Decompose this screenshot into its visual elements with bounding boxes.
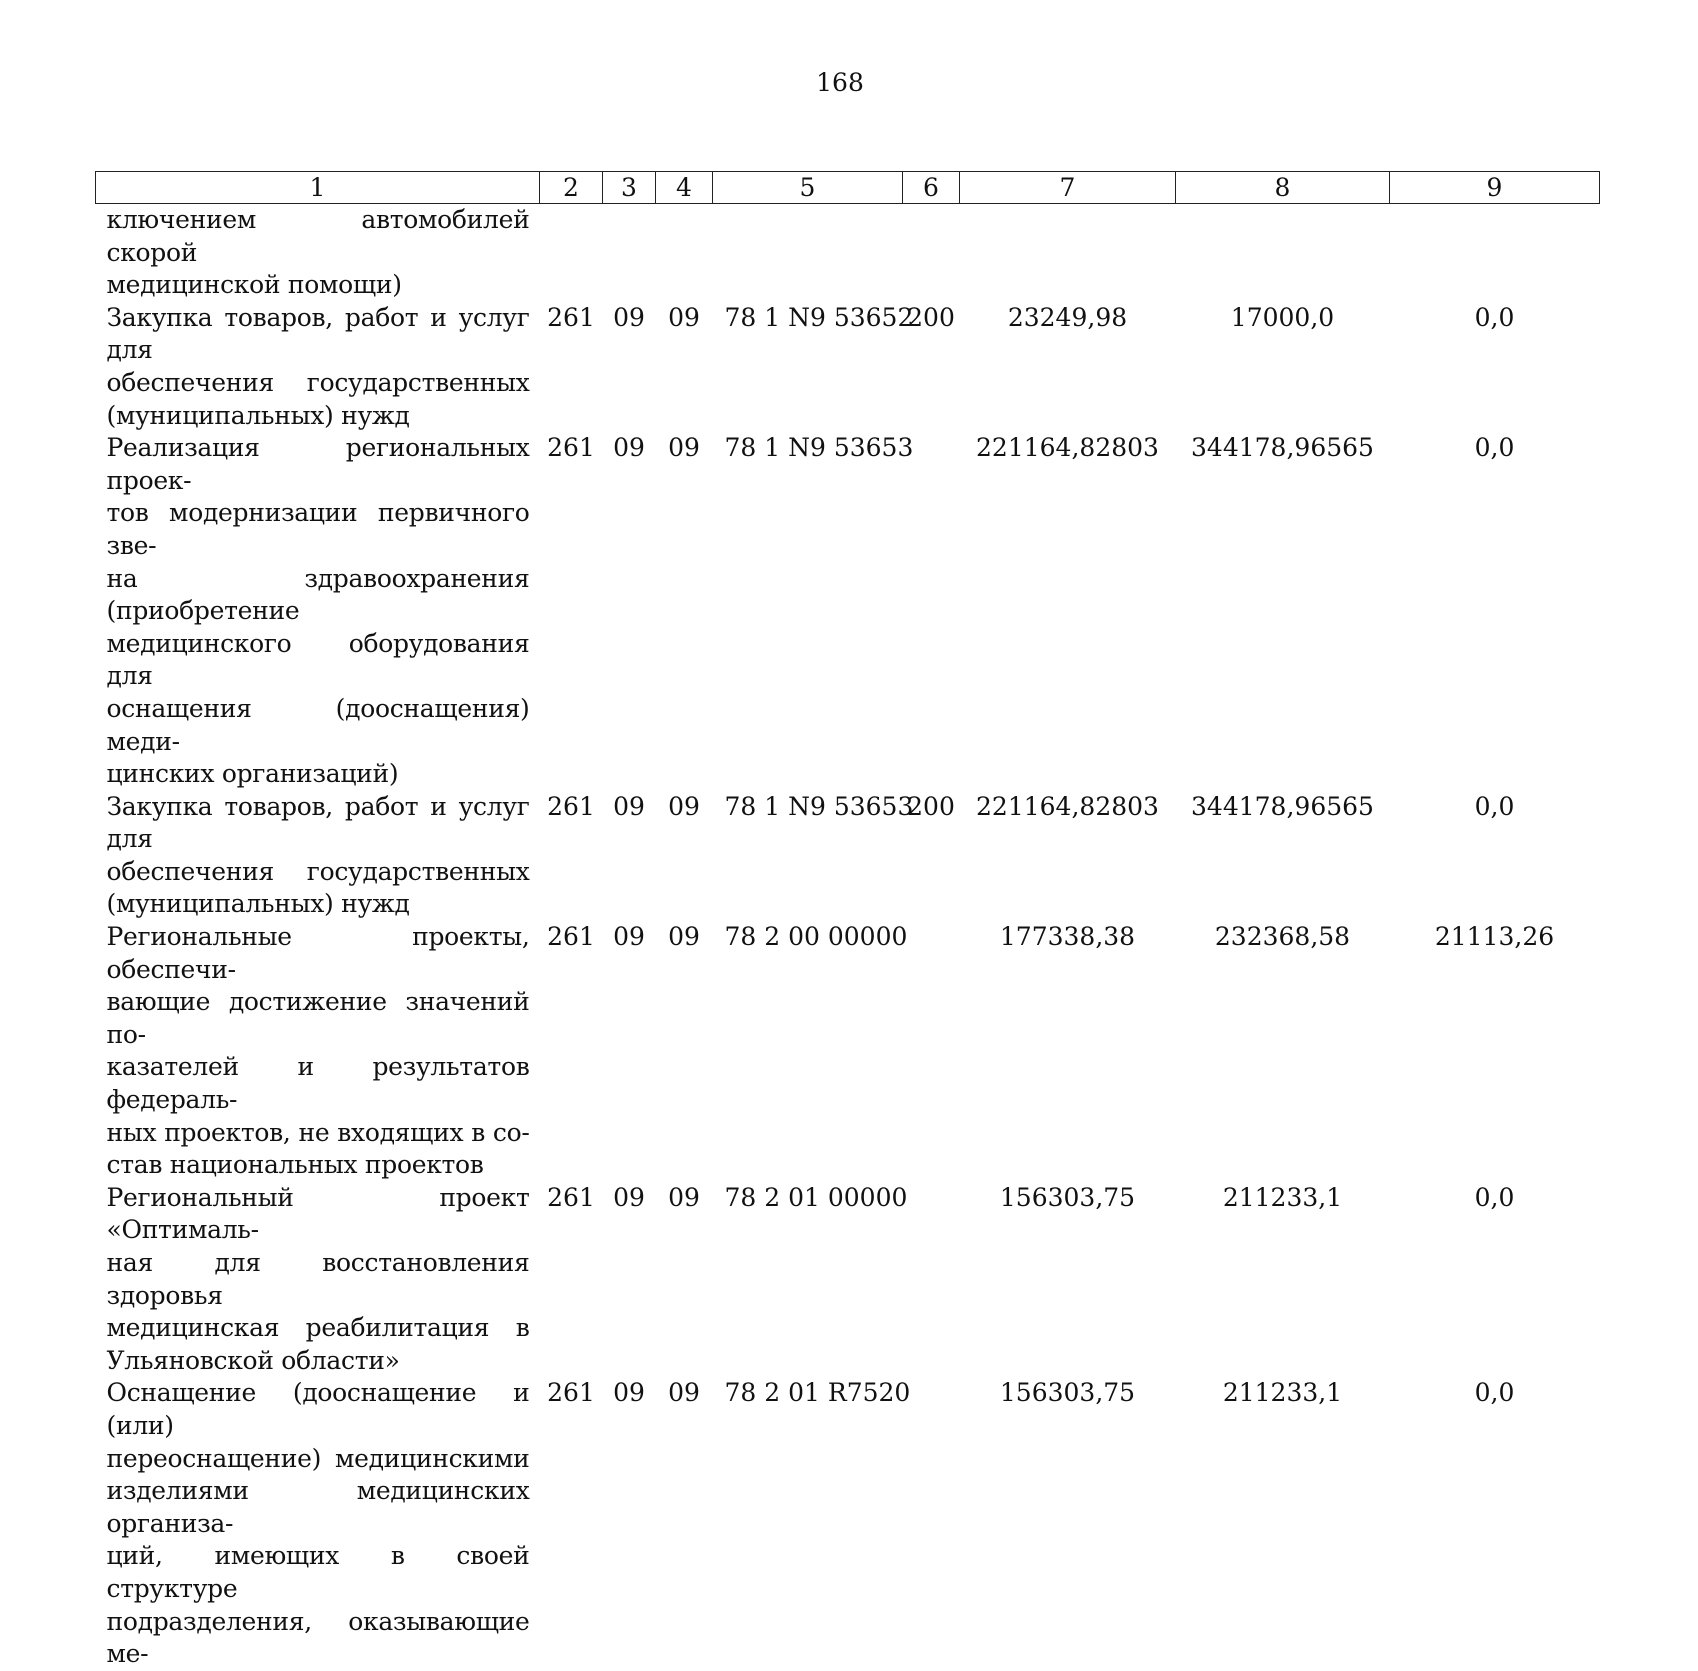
cell-item-name [96,302,540,432]
column-header: 6 [903,172,960,204]
cell-subsection-code: 09 [668,1182,700,1212]
cell-amount-year-2: 211233,1 [1222,1182,1343,1212]
cell-expense-type [903,921,960,1182]
cell-ministry-code: 261 [547,791,595,821]
cell-section-code: 09 [613,433,645,463]
item-name-line: ных проектов, не входящих в со- [106,1117,530,1147]
cell-item-name [96,1377,540,1670]
cell-amount-year-2: 17000,0 [1230,302,1335,332]
cell-ministry-code: 261 [547,302,595,332]
item-name-line: став национальных проектов [106,1150,484,1180]
cell-amount-year-3 [1390,204,1600,302]
table-row [96,1377,1600,1670]
cell-amount-year-1: 156303,75 [999,1182,1136,1212]
cell-ministry-code [540,204,603,302]
cell-amount-year-2: 344178,96565 [1191,791,1374,821]
cell-ministry-code: 261 [547,433,595,463]
cell-amount-year-1 [960,204,1176,302]
cell-amount-year-1: 221164,82803 [976,791,1159,821]
cell-expense-type [903,432,960,791]
cell-target-article: 78 1 N9 53652 [724,302,914,332]
table-row [96,204,1600,302]
item-name-line: Закупка товаров, работ и услуг для [106,302,530,365]
item-name-line: Региональные проекты, обеспечи- [106,922,530,984]
cell-amount-year-3: 0,0 [1474,302,1515,332]
page-number: 168 [816,68,864,97]
cell-expense-type [903,1182,960,1378]
item-name-line: ная для восстановления здоровья [106,1248,530,1310]
table-row [96,1182,1600,1378]
cell-ministry-code: 261 [547,1182,595,1212]
cell-amount-year-2: 344178,96565 [1191,433,1374,463]
column-header: 5 [713,172,903,204]
item-name-line: обеспечения государственных [106,367,530,397]
item-name-line: Оснащение (дооснащение и (или) [106,1378,530,1440]
cell-expense-type [903,1377,960,1670]
item-name-line: Ульяновской области» [106,1345,400,1375]
cell-target-article: 78 1 N9 53653 [724,791,914,821]
item-name-line: цинских организаций) [106,759,399,789]
cell-amount-year-2: 232368,58 [1214,922,1351,952]
cell-target-article: 78 2 01 R7520 [724,1378,911,1408]
cell-amount-year-3: 0,0 [1474,1378,1515,1408]
cell-target-article [713,204,903,302]
column-header: 4 [656,172,713,204]
column-header: 1 [96,172,540,204]
table-row [96,791,1600,921]
item-name-line: тов модернизации первичного зве- [106,498,530,560]
cell-amount-year-3: 0,0 [1474,433,1515,463]
table-body [96,204,1600,1671]
cell-target-article: 78 1 N9 53653 [724,433,914,463]
cell-section-code [603,204,656,302]
item-name-line: оснащения (дооснащения) меди- [106,693,530,756]
cell-amount-year-3: 0,0 [1474,1182,1515,1212]
cell-item-name [96,204,540,302]
cell-section-code: 09 [613,922,645,952]
cell-subsection-code: 09 [668,1378,700,1408]
header-row [96,172,1600,204]
item-name-line: на здравоохранения (приобретение [106,563,530,626]
cell-subsection-code: 09 [668,922,700,952]
cell-subsection-code [656,204,713,302]
column-header: 9 [1390,172,1600,204]
cell-section-code: 09 [613,791,645,821]
table-row [96,432,1600,791]
item-name-line: изделиями медицинских организа- [106,1476,530,1538]
item-name-line: подразделения, оказывающие ме- [106,1606,530,1669]
cell-expense-type [903,204,960,302]
cell-item-name [96,921,540,1182]
table-row [96,302,1600,432]
item-name-line: медицинской помощи) [106,270,402,300]
item-name-line: Закупка товаров, работ и услуг для [106,791,530,854]
item-name-line: Реализация региональных проек- [106,433,530,495]
cell-expense-type: 200 [907,302,955,332]
item-name-line: вающие достижение значений по- [106,987,530,1049]
cell-ministry-code: 261 [547,1378,595,1408]
cell-target-article: 78 2 00 00000 [724,922,908,952]
item-name-line: (муниципальных) нужд [106,889,410,919]
cell-amount-year-1: 23249,98 [1007,302,1128,332]
cell-amount-year-2 [1176,204,1390,302]
item-name-line: Региональный проект «Оптималь- [106,1182,530,1245]
cell-amount-year-3: 0,0 [1474,791,1515,821]
cell-amount-year-1: 156303,75 [999,1378,1136,1408]
cell-subsection-code: 09 [668,791,700,821]
item-name-line: ключением автомобилей скорой [106,205,530,267]
cell-amount-year-2: 211233,1 [1222,1378,1343,1408]
cell-subsection-code: 09 [668,433,700,463]
table-row [96,921,1600,1182]
column-header: 7 [960,172,1176,204]
column-header: 2 [540,172,603,204]
item-name-line: ций, имеющих в своей структуре [106,1541,530,1603]
column-header: 8 [1176,172,1390,204]
cell-section-code: 09 [613,302,645,332]
cell-expense-type: 200 [907,791,955,821]
item-name-line: переоснащение) медицинскими [106,1443,530,1473]
cell-amount-year-1: 221164,82803 [976,433,1159,463]
cell-item-name [96,432,540,791]
cell-target-article: 78 2 01 00000 [724,1182,908,1212]
item-name-line: медицинская реабилитация в [106,1313,530,1343]
cell-item-name [96,1182,540,1378]
budget-table [95,171,1600,1671]
cell-amount-year-3: 21113,26 [1434,922,1555,952]
item-name-line: обеспечения государственных [106,856,530,886]
cell-section-code: 09 [613,1378,645,1408]
item-name-line: казателей и результатов федераль- [106,1052,530,1115]
item-name-line: (муниципальных) нужд [106,400,410,430]
cell-amount-year-1: 177338,38 [999,922,1136,952]
item-name-line: медицинского оборудования для [106,628,530,691]
cell-subsection-code: 09 [668,302,700,332]
cell-ministry-code: 261 [547,922,595,952]
cell-section-code: 09 [613,1182,645,1212]
cell-item-name [96,791,540,921]
column-header: 3 [603,172,656,204]
